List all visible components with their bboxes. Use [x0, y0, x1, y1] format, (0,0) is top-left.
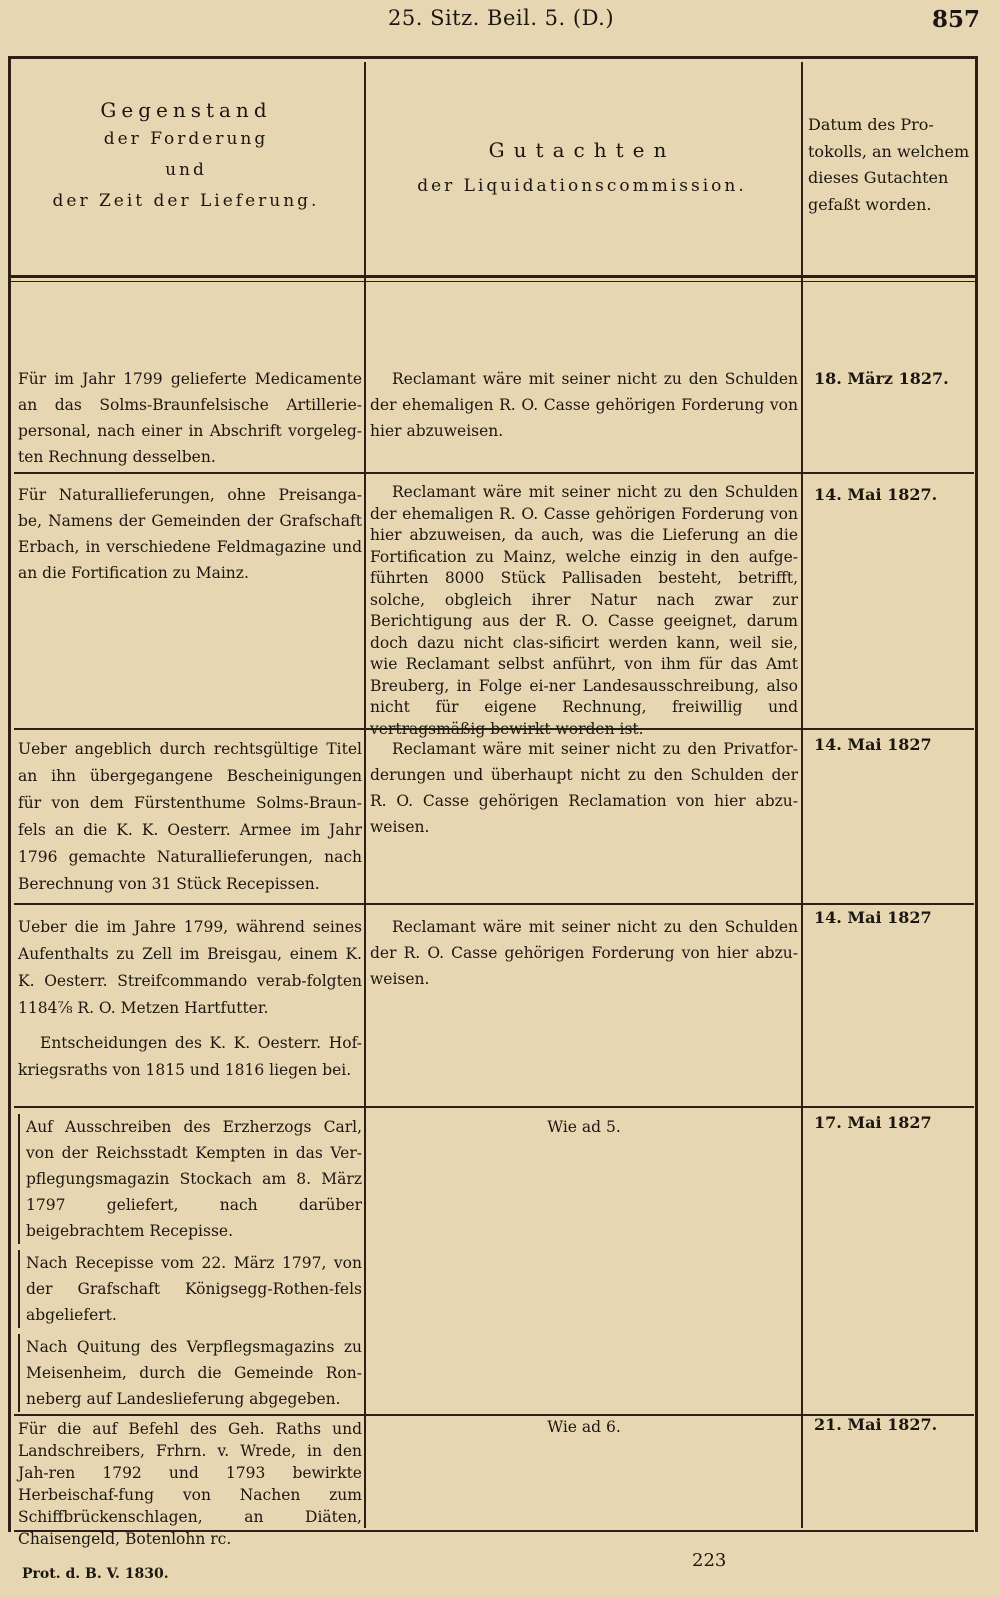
footer-signature: Prot. d. B. V. 1830. — [22, 1566, 169, 1582]
row-5-object-part-3: Nach Quitung des Verpflegsmagazins zu Meisenheim, durch die Gemeinde Ron-neberg auf Landeslieferung abgegeben. — [18, 1334, 362, 1412]
row-3-opinion: Reclamant wäre mit seiner nicht zu den Privatfor-derungen und überhaupt nicht zu den Schulden der R. O. Casse gehörigen Reclamation von hier abzu-weisen. — [370, 740, 798, 836]
header-object-line-3: und — [165, 160, 207, 180]
row-4-object-note: Entscheidungen des K. K. Oesterr. Hof-kriegsraths von 1815 und 1816 liegen bei. — [18, 1034, 362, 1079]
header-date-line-3: dieses Gutachten — [808, 168, 949, 187]
header-date-line-4: gefaßt worden. — [808, 194, 932, 214]
row-5-opinion: Wie ad 5. — [547, 1118, 621, 1136]
row-6-opinion: Wie ad 6. — [547, 1418, 621, 1436]
row-5-object-part-1: Auf Ausschreiben des Erzherzogs Carl, von der Reichsstadt Kempten in das Ver-pflegungsmagazin Stockach am 8. März 1797 geliefert, nach darüber beigebrachtem Recepisse. — [18, 1114, 362, 1244]
row-2-object: Für Naturallieferungen, ohne Preisanga-be, Namens der Gemeinden der Grafschaft Erbach, in verschiedene Feldmagazine und an die Fortification zu Mainz. — [18, 486, 362, 582]
row-5-object — [18, 1114, 362, 1418]
row-5-object-part-2: Nach Recepisse vom 22. März 1797, von der Grafschaft Königsegg-Rothen-fels abgeliefert. — [18, 1250, 362, 1328]
page-number: 857 — [931, 6, 980, 33]
running-head: 25. Sitz. Beil. 5. (D.) — [388, 6, 615, 30]
row-4-object — [18, 914, 362, 1084]
row-1-date: 18. März 1827. — [814, 369, 949, 388]
row-rule-1 — [14, 472, 974, 474]
header-object-line-1: Gegenstand — [100, 98, 272, 122]
header-opinion-line-2: der Liquidationscommission. — [417, 176, 747, 196]
row-1-opinion: Reclamant wäre mit seiner nicht zu den Schulden der ehemaligen R. O. Casse gehörigen Forderung von hier abzuweisen. — [370, 370, 798, 440]
header-object — [14, 100, 358, 224]
row-3-object: Ueber angeblich durch rechtsgültige Titel an ihn übergegangene Bescheinigungen für von dem Fürstenthume Solms-Braun-fels an die K. K. Oesterr. Armee im Jahr 1796 gemachte Naturallieferungen, nach Berechnung von 31 Stück Recepissen. — [18, 740, 362, 893]
row-2-date: 14. Mai 1827. — [814, 485, 938, 504]
header-rule — [8, 275, 978, 278]
header-opinion-line-1: Gutachten — [488, 138, 676, 162]
header-rule-thin — [8, 281, 978, 282]
row-5-date: 17. Mai 1827 — [814, 1113, 932, 1132]
header-date-line-2: tokolls, an welchem — [808, 141, 970, 161]
footer-sheet-number: 223 — [692, 1550, 727, 1571]
row-4-opinion: Reclamant wäre mit seiner nicht zu den Schulden der R. O. Casse gehörigen Forderung von hier abzu-weisen. — [370, 918, 798, 988]
header-date-line-1: Datum des Pro- — [808, 115, 934, 134]
row-2-opinion: Reclamant wäre mit seiner nicht zu den Schulden der ehemaligen R. O. Casse gehörigen Forderung von hier abzuweisen, da auch, was die Lieferung an die Fortification zu Mainz, welche einzig in den aufge-führten 8000 Stück Pallisaden besteht, betrifft, solche, obgleich ihrer Natur nach zwar zur Berichtigung aus der R. O. Casse geeignet, darum doch dazu nicht clas-sificirt werden kann, weil sie, wie Reclamant selbst anführt, von ihm für das Amt Breuberg, in Folge ei-ner Landesausschreibung, also nicht für eigene Rechnung, freiwillig und vertragsmäßig bewirkt worden ist. — [370, 483, 798, 738]
row-rule-4 — [14, 1106, 974, 1108]
header-opinion — [372, 140, 792, 216]
row-6-date: 21. Mai 1827. — [814, 1415, 938, 1434]
header-object-line-4: der Zeit der Lieferung. — [52, 191, 320, 211]
header-object-line-2: der Forderung — [103, 129, 269, 149]
row-3-date: 14. Mai 1827 — [814, 735, 932, 754]
header-date — [808, 117, 974, 223]
row-6-object: Für die auf Befehl des Geh. Raths und Landschreibers, Frhrn. v. Wrede, in den Jah-ren 1792 und 1793 bewirkte Herbeischaf-fung von Nachen zum Schiffbrückenschlagen, an Diäten, Chaisengeld, Botenlohn rc. — [18, 1420, 362, 1548]
row-4-date: 14. Mai 1827 — [814, 908, 932, 927]
table-top-rule — [8, 56, 978, 59]
row-1-object: Für im Jahr 1799 gelieferte Medicamente an das Solms-Braunfelsische Artillerie-personal, nach einer in Abschrift vorgeleg-ten Rechnung desselben. — [18, 370, 362, 466]
row-4-object-text: Ueber die im Jahre 1799, während seines Aufenthalts zu Zell im Breisgau, einem K. K. Oesterr. Streifcommando verab-folgten 1184⅞ R. O. Metzen Hartfutter. — [18, 918, 362, 1017]
